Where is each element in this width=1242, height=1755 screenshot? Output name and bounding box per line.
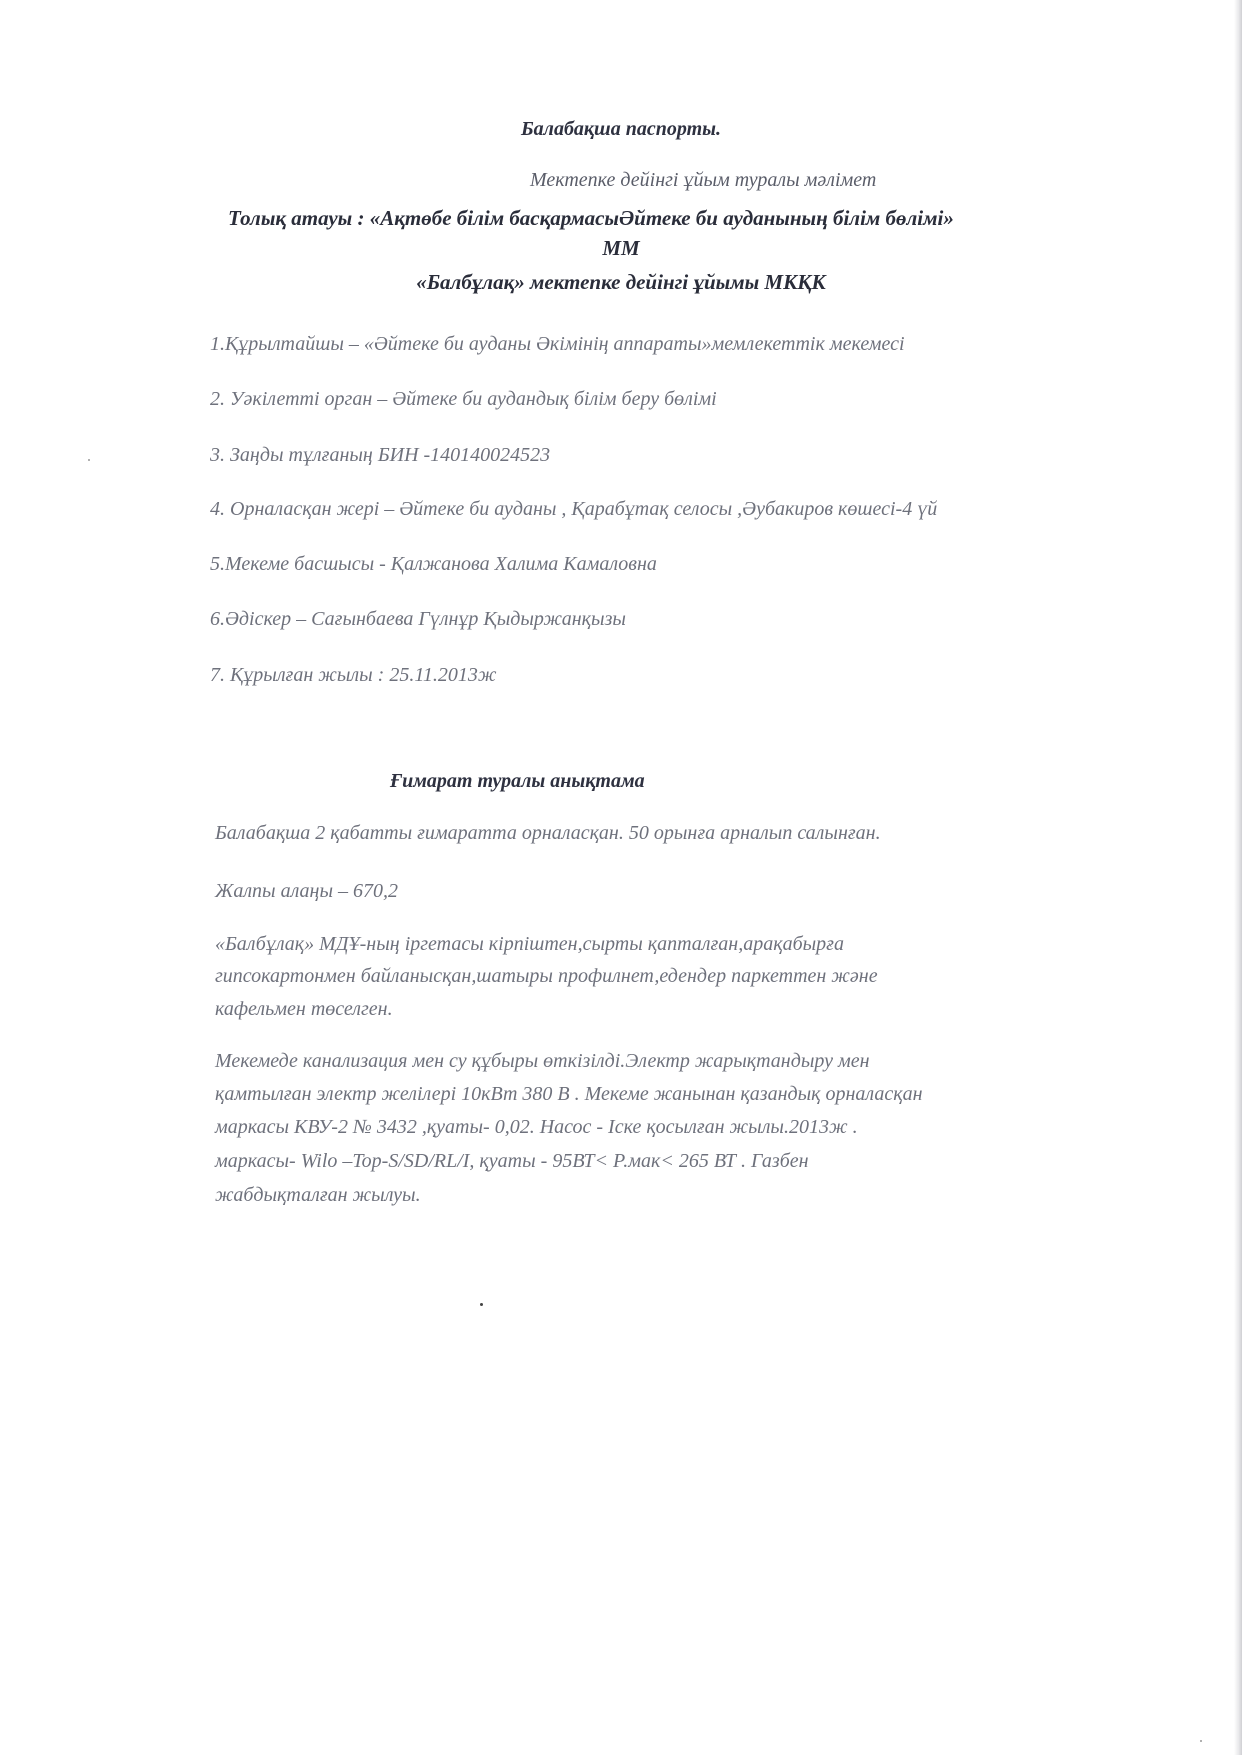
page-title: Балабақша паспорты.: [520, 118, 722, 140]
building-paragraph-4-line: қамтылған электр желілері 10кВт 380 В . Мекеме жанынан қазандық орналасқан: [215, 1083, 923, 1105]
info-item-bin: 3. Заңды тұлғаның БИН -140140024523: [210, 444, 551, 466]
building-paragraph-3-line: гипсокартонмен байланысқан,шатыры профилнет,едендер паркеттен және: [215, 965, 878, 987]
building-paragraph-3-line: «Балбұлақ» МДҰ-ның іргетасы кірпіштен,сырты қапталған,арақабырға: [215, 933, 844, 955]
scan-dot: [480, 1303, 483, 1306]
organization-name: «Балбұлақ» мектепке дейінгі ұйымы МКҚК: [416, 270, 826, 294]
building-paragraph-2: Жалпы алаңы – 670,2: [215, 880, 399, 902]
info-item-address: 4. Орналасқан жері – Әйтеке би ауданы , Қарабұтақ селосы ,Әубакиров көшесі-4 үй: [210, 498, 938, 520]
building-section-heading: Ғимарат туралы анықтама: [390, 770, 645, 792]
building-paragraph-3-line: кафельмен төселген.: [215, 998, 393, 1020]
building-paragraph-4-line: маркасы КВУ-2 № 3432 ,қуаты- 0,02. Насос - Іске қосылған жылы.2013ж .: [215, 1116, 858, 1138]
building-paragraph-4-line: Мекемеде канализация мен су құбыры өткізілді.Электр жарықтандыру мен: [215, 1050, 870, 1072]
info-item-founded: 7. Құрылған жылы : 25.11.2013ж: [210, 664, 497, 686]
building-paragraph-4-line: маркасы- Wilo –Top-S/SD/RL/I, қуаты - 95ВТ< Р.мак< 265 ВТ . Газбен: [215, 1150, 809, 1172]
info-item-founder: 1.Құрылтайшы – «Әйтеке би ауданы Әкімінің аппараты»мемлекеттік мекемесі: [210, 333, 905, 355]
full-name-suffix: ММ: [602, 236, 640, 260]
building-paragraph-4-line: жабдықталған жылуы.: [215, 1184, 421, 1206]
page-subtitle: Мектепке дейінгі ұйым туралы мәлімет: [530, 169, 877, 191]
scan-speck: [88, 459, 90, 461]
info-item-authority: 2. Уәкілетті орган – Әйтеке би аудандық білім беру бөлімі: [210, 388, 717, 410]
scan-edge: [1234, 0, 1242, 1755]
info-item-head: 5.Мекеме басшысы - Қалжанова Халима Камаловна: [210, 553, 657, 575]
info-item-methodist: 6.Әдіскер – Сағынбаева Гүлнұр Қыдыржанқызы: [210, 608, 626, 630]
building-paragraph-1: Балабақша 2 қабатты ғимаратта орналасқан. 50 орынға арналып салынған.: [215, 822, 881, 844]
full-name-line: Толық атауы : «Ақтөбе білім басқармасыӘйтеке би ауданының білім бөлімі»: [228, 206, 954, 230]
scan-speck: [1200, 1740, 1202, 1742]
